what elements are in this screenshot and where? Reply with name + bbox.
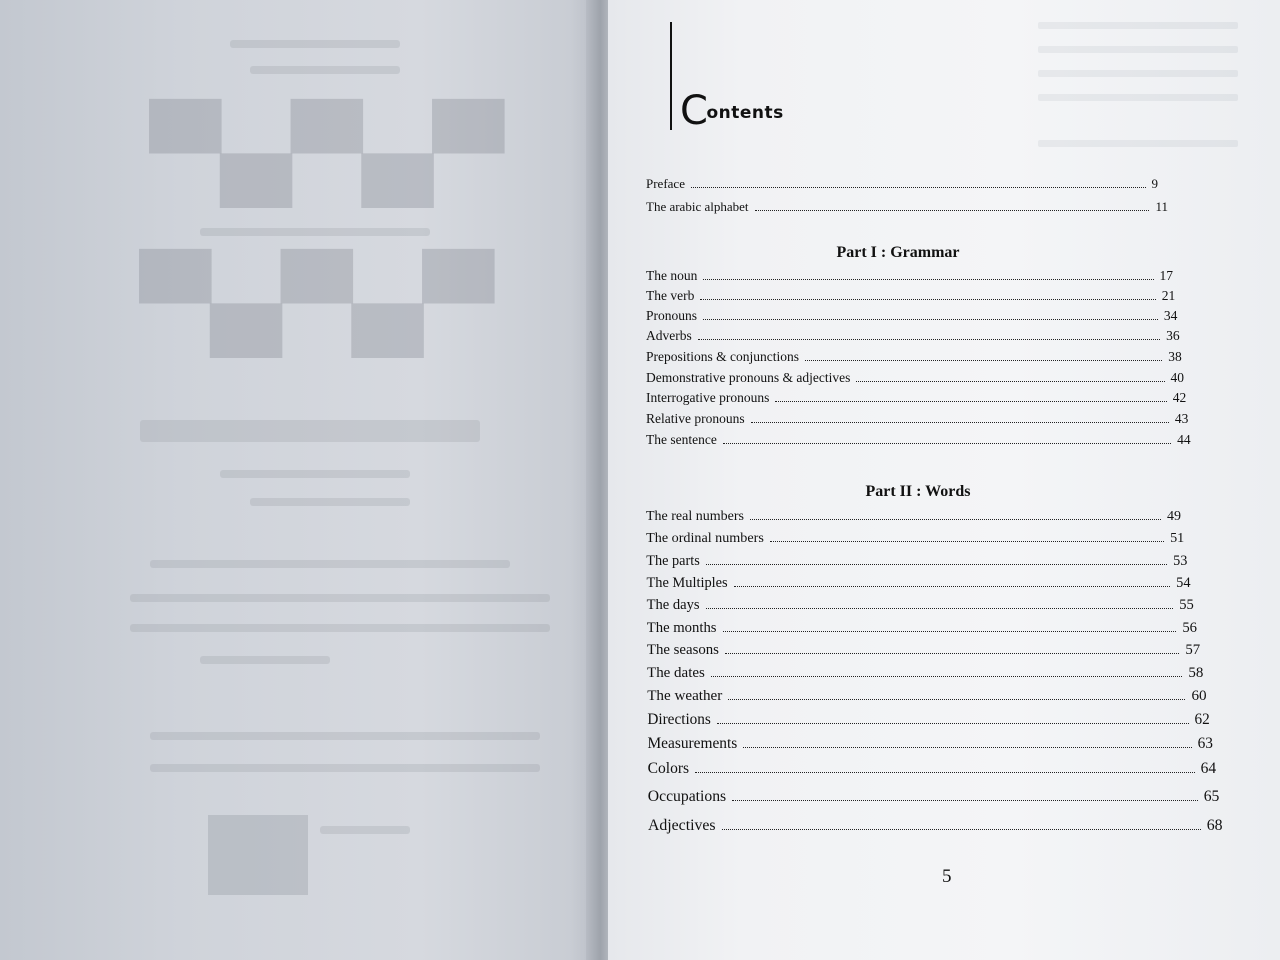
dot-leader <box>706 608 1174 609</box>
page-number: 5 <box>942 866 952 887</box>
toc-entry-label: The parts <box>646 553 700 569</box>
toc-entry-page: 44 <box>1177 432 1191 447</box>
dot-leader <box>775 401 1166 402</box>
toc-entry-label: Measurements <box>647 735 738 752</box>
toc-entry-label: The days <box>646 597 700 613</box>
toc-entry <box>646 176 1158 192</box>
faded-text-line <box>220 470 410 478</box>
toc-entry-label: The Multiples <box>646 575 728 591</box>
toc-entry <box>646 308 1177 324</box>
faded-text-line <box>250 66 400 74</box>
toc-entry-label: The months <box>646 620 717 636</box>
dot-leader <box>722 829 1201 830</box>
toc-entry <box>647 620 1197 637</box>
dot-leader <box>706 564 1167 565</box>
faded-text-line <box>200 228 430 236</box>
contents-page <box>608 0 1280 960</box>
toc-entry-page: 38 <box>1168 349 1182 364</box>
toc-entry <box>648 817 1223 835</box>
faded-text-line <box>140 420 480 442</box>
toc-entry-page: 43 <box>1174 411 1189 426</box>
dot-leader <box>703 319 1158 320</box>
toc-entry-label: The noun <box>646 268 698 283</box>
toc-entry <box>646 268 1173 284</box>
toc-entry <box>648 735 1214 753</box>
dot-leader <box>691 187 1146 188</box>
toc-entry <box>646 199 1168 215</box>
dot-leader <box>805 360 1162 361</box>
toc-entry-page: 57 <box>1185 642 1201 658</box>
toc-entry-label: The dates <box>647 665 705 681</box>
toc-entry-page: 9 <box>1151 176 1158 191</box>
toc-entry-page: 49 <box>1167 509 1181 524</box>
toc-entry-page: 62 <box>1194 711 1210 728</box>
toc-entry-label: Adverbs <box>646 328 692 343</box>
toc-entry <box>646 530 1184 547</box>
toc-entry <box>646 575 1190 592</box>
dot-leader <box>711 676 1183 677</box>
faded-text-line <box>200 656 330 664</box>
toc-entry <box>647 665 1203 682</box>
toc-entry <box>646 432 1191 448</box>
dot-leader <box>717 723 1189 724</box>
left-facing-page <box>0 0 600 960</box>
toc-entry-page: 36 <box>1166 328 1180 343</box>
dot-leader <box>703 279 1153 280</box>
toc-entry-page: 55 <box>1179 597 1194 613</box>
toc-entry-label: Pronouns <box>646 308 698 323</box>
dot-leader <box>725 653 1179 654</box>
toc-entry-label: Interrogative pronouns <box>646 390 770 405</box>
toc-entry-page: 54 <box>1176 575 1191 591</box>
dot-leader <box>698 339 1160 340</box>
toc-entry <box>647 597 1194 614</box>
faded-text-line <box>230 40 400 48</box>
part-heading: Part I : Grammar <box>836 244 960 261</box>
toc-entry <box>647 642 1200 659</box>
page-title <box>680 88 784 134</box>
show-through-line <box>1038 46 1238 53</box>
toc-entry <box>647 688 1206 705</box>
dot-leader <box>755 210 1150 211</box>
toc-entry-page: 42 <box>1172 390 1187 405</box>
toc-entry-page: 58 <box>1188 665 1204 681</box>
toc-entry-label: Relative pronouns <box>646 411 745 426</box>
faded-text-line <box>150 764 540 772</box>
dot-leader <box>723 443 1171 444</box>
toc-entry <box>646 509 1181 525</box>
toc-entry-page: 17 <box>1159 268 1173 283</box>
show-through-line <box>1038 94 1238 101</box>
show-through-line <box>1038 70 1238 77</box>
toc-entry-label: Demonstrative pronouns & adjectives <box>646 370 851 385</box>
toc-entry-label: Directions <box>647 711 711 728</box>
toc-entry-page: 11 <box>1155 199 1168 214</box>
toc-entry <box>647 711 1209 729</box>
toc-entry-page: 68 <box>1206 817 1223 834</box>
faded-arabic-subtitle: ▀▄▀▄▀ <box>140 250 494 357</box>
toc-entry-label: Colors <box>647 760 690 777</box>
toc-entry <box>646 411 1188 427</box>
toc-entry-label: The real numbers <box>646 509 744 524</box>
dot-leader <box>723 631 1177 632</box>
faded-text-line <box>250 498 410 506</box>
toc-entry-page: 21 <box>1161 288 1176 303</box>
toc-entry-page: 63 <box>1197 735 1213 752</box>
part-heading: Part II : Words <box>865 483 971 500</box>
toc-entry <box>646 349 1182 365</box>
toc-entry-label: The arabic alphabet <box>646 199 749 214</box>
dot-leader <box>743 747 1191 748</box>
title-rest: ontents <box>706 103 784 123</box>
faded-text-line <box>150 560 510 568</box>
toc-entry <box>646 390 1186 406</box>
dot-leader <box>770 541 1164 542</box>
toc-entry-page: 65 <box>1203 788 1220 805</box>
title-initial: C <box>680 88 709 134</box>
toc-entry <box>646 553 1187 570</box>
toc-entry-label: The weather <box>647 688 723 704</box>
toc-entry-label: The seasons <box>646 642 719 658</box>
title-rule <box>670 22 672 130</box>
faded-arabic-title: ▀▄▀▄▀ <box>150 100 504 207</box>
toc-entry <box>648 788 1220 806</box>
faded-text-line <box>320 826 410 834</box>
dot-leader <box>856 381 1164 382</box>
dot-leader <box>751 422 1169 423</box>
show-through-line <box>1038 22 1238 29</box>
toc-entry-label: The sentence <box>646 432 717 447</box>
toc-entry-page: 53 <box>1173 553 1188 569</box>
faded-text-line <box>150 732 540 740</box>
dot-leader <box>728 699 1185 700</box>
dot-leader <box>734 586 1171 587</box>
toc-entry-page: 60 <box>1191 688 1207 704</box>
faded-text-line <box>130 594 550 602</box>
toc-entry-label: Occupations <box>647 788 727 805</box>
toc-entry-label: The verb <box>646 288 695 303</box>
toc-entry-page: 34 <box>1163 308 1178 323</box>
toc-entry-page: 40 <box>1170 370 1184 385</box>
dot-leader <box>750 519 1161 520</box>
faded-publisher-logo <box>208 815 308 895</box>
faded-text-line <box>130 624 550 632</box>
toc-entry <box>646 370 1184 386</box>
toc-entry-label: The ordinal numbers <box>646 530 764 546</box>
dot-leader <box>700 299 1155 300</box>
toc-entry <box>646 288 1175 304</box>
toc-entry <box>646 328 1180 344</box>
dot-leader <box>695 772 1195 773</box>
toc-entry-page: 51 <box>1170 530 1185 546</box>
toc-entry-label: Prepositions & conjunctions <box>646 349 799 364</box>
toc-entry-label: Preface <box>646 176 685 191</box>
toc-entry-page: 56 <box>1182 620 1197 636</box>
show-through-line <box>1038 140 1238 147</box>
toc-entry-page: 64 <box>1200 760 1217 777</box>
dot-leader <box>732 800 1198 801</box>
toc-entry <box>648 760 1217 778</box>
toc-entry-label: Adjectives <box>647 817 716 834</box>
